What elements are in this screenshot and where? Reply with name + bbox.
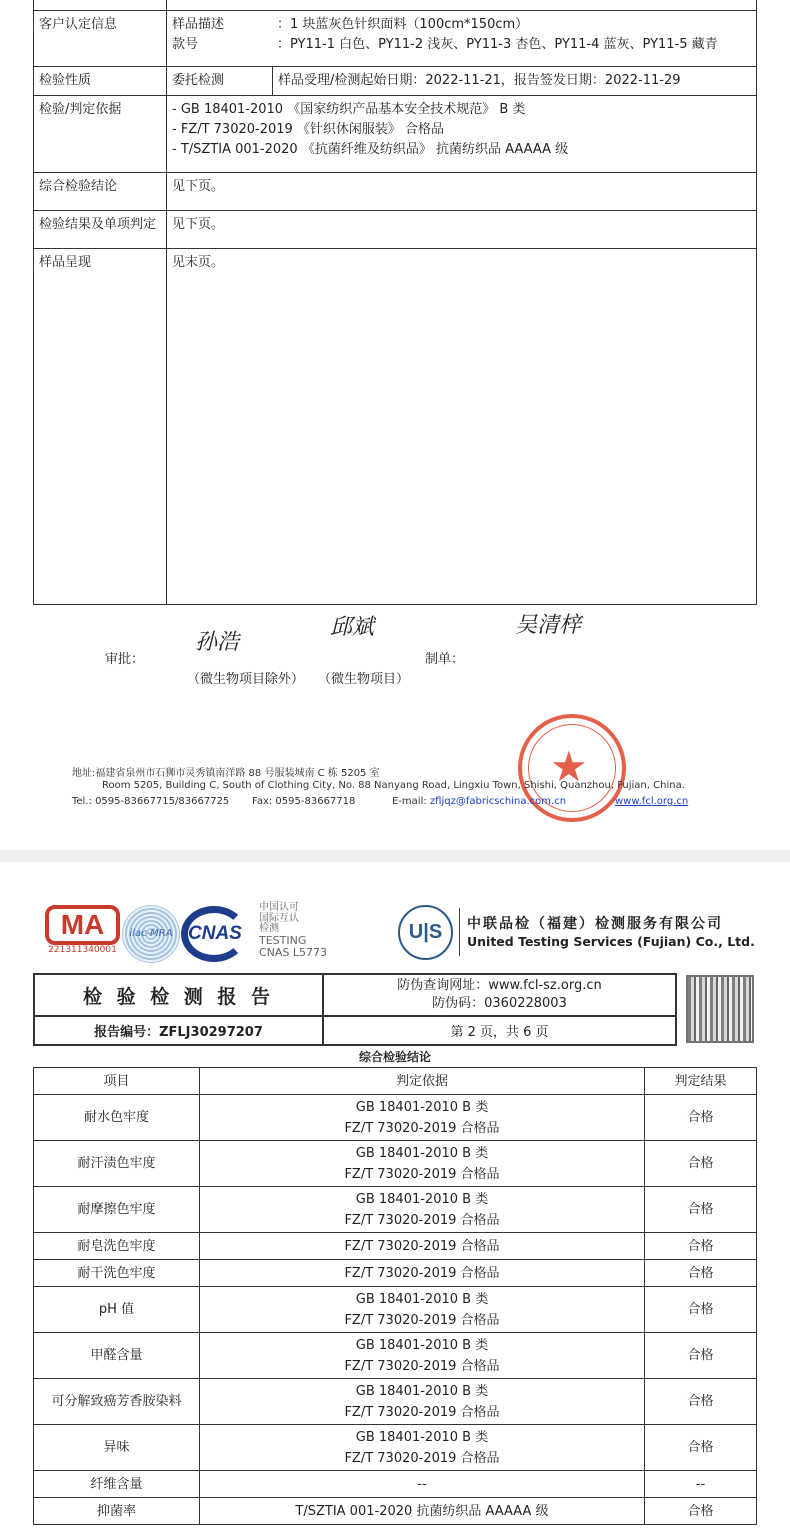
row-label: 检验性质 <box>34 67 167 96</box>
item-name: 可分解致癌芳香胺染料 <box>34 1379 200 1425</box>
signature-maker: 吴清梓 <box>515 613 582 638</box>
table-row <box>34 1333 757 1379</box>
table-row <box>34 249 757 605</box>
report-title: 检 验 检 测 报 告 <box>34 974 323 1016</box>
table-row <box>34 1425 757 1471</box>
table-row <box>34 1379 757 1425</box>
result: 合格 <box>645 1260 757 1287</box>
item-name: 耐皂洗色牢度 <box>34 1233 200 1260</box>
basis-line: FZ/T 73020-2019 合格品 <box>344 1166 500 1182</box>
basis-line: GB 18401-2010 B 类 <box>355 1337 489 1353</box>
table-row <box>34 67 757 96</box>
table-row <box>34 1471 757 1498</box>
basis-line: FZ/T 73020-2019 合格品 <box>344 1212 500 1228</box>
basis-line: FZ/T 73020-2019 合格品 <box>344 1238 500 1254</box>
cnas-logo: CNAS <box>181 906 247 962</box>
report-header-table <box>33 973 677 1046</box>
row-label: 综合检验结论 <box>34 173 167 211</box>
basis-line: FZ/T 73020-2019 合格品 <box>344 1450 500 1466</box>
basis-line: GB 18401-2010 B 类 <box>355 1145 489 1161</box>
address-en: Room 5205, Building C, South of Clothing City, No. 88 Nanyang Road, Lingxiu Town, Shishi, Quanzhou, Fujian, China. <box>102 780 685 791</box>
address-cn: 地址:福建省泉州市石狮市灵秀镇南洋路 88 号服装城南 C 栋 5205 室 <box>72 768 380 779</box>
field-label: 款号 <box>172 37 199 52</box>
result: 合格 <box>645 1425 757 1471</box>
basis <box>200 1471 645 1498</box>
column-header: 判定结果 <box>645 1068 757 1095</box>
result: -- <box>645 1471 757 1498</box>
basis <box>200 1498 645 1525</box>
item-name: 抑菌率 <box>34 1498 200 1525</box>
email-link[interactable]: zfljqz@fabricschina.com.cn <box>429 796 567 807</box>
item-name: 纤维含量 <box>34 1471 200 1498</box>
basis-line: FZ/T 73020-2019 合格品 <box>344 1120 500 1136</box>
table-row <box>34 1141 757 1187</box>
basis-line: GB 18401-2010 B 类 <box>355 1191 489 1207</box>
email-label: E-mail: <box>392 796 430 807</box>
basis-line: -- <box>417 1476 427 1492</box>
table-row <box>34 1260 757 1287</box>
basis-line: FZ/T 73020-2019 合格品 <box>344 1265 500 1281</box>
column-header: 判定依据 <box>200 1068 645 1095</box>
basis-line: GB 18401-2010 B 类 <box>355 1383 489 1399</box>
basis <box>200 1333 645 1379</box>
basis <box>200 1379 645 1425</box>
field-value: ：1 块蓝灰色针织面料（100cm*150cm） <box>277 17 529 32</box>
cma-number: 221311340001 <box>48 945 117 955</box>
result: 合格 <box>645 1187 757 1233</box>
standard-line: - GB 18401-2010 《国家纺织产品基本安全技术规范》 B 类 <box>172 102 526 117</box>
page-separator <box>0 850 790 862</box>
company-name-en: United Testing Services (Fujian) Co., Ltd. <box>467 934 755 949</box>
basis <box>200 1425 645 1471</box>
row-label: 样品呈现 <box>34 249 167 605</box>
star-icon: ★ <box>550 742 588 791</box>
item-name: 异味 <box>34 1425 200 1471</box>
basis <box>200 1287 645 1333</box>
cnas-line: 中国认可 <box>259 902 299 913</box>
basis-line: T/SZTIA 001-2020 抗菌纺织品 AAAAA 级 <box>295 1503 549 1519</box>
cnas-line: 国际互认 <box>259 912 299 924</box>
table-row <box>34 173 757 211</box>
section-title: 综合检验结论 <box>358 1050 431 1064</box>
table-row <box>34 1233 757 1260</box>
basis <box>200 1187 645 1233</box>
basis-line: FZ/T 73020-2019 合格品 <box>344 1358 500 1374</box>
item-name: pH 值 <box>34 1287 200 1333</box>
verify-code: 防伪码：0360228003 <box>432 996 567 1011</box>
verify-url: 防伪查询网址：www.fcl-sz.org.cn <box>397 978 602 993</box>
approve-label: 审批： <box>105 652 145 667</box>
conclusion-table <box>33 1067 757 1525</box>
basis-line: GB 18401-2010 B 类 <box>355 1291 489 1307</box>
row-value: 见末页。 <box>167 249 757 605</box>
inspection-type: 委托检测 <box>167 67 273 96</box>
table-row <box>34 1187 757 1233</box>
basis <box>200 1095 645 1141</box>
report-info-table <box>33 0 757 605</box>
maker-label: 制单： <box>425 652 465 667</box>
item-name: 耐干洗色牢度 <box>34 1260 200 1287</box>
cnas-line: 检测 <box>259 923 279 934</box>
report-number: 报告编号：ZFLJ30297207 <box>34 1016 323 1045</box>
table-row <box>34 211 757 249</box>
row-label: 检验/判定依据 <box>34 96 167 173</box>
item-name: 耐摩擦色牢度 <box>34 1187 200 1233</box>
table-row <box>34 96 757 173</box>
result: 合格 <box>645 1141 757 1187</box>
standard-line: - T/SZTIA 001-2020 《抗菌纤维及纺织品》 抗菌纺织品 AAAAA 级 <box>172 142 569 157</box>
tel: Tel.: 0595-83667715/83667725 <box>72 796 230 807</box>
basis-line: FZ/T 73020-2019 合格品 <box>344 1404 500 1420</box>
column-header: 项目 <box>34 1068 200 1095</box>
sign-note: （微生物项目除外） <box>187 672 305 687</box>
page-info: 第 2 页，共 6 页 <box>323 1016 676 1045</box>
website-link[interactable]: www.fcl.org.cn <box>615 796 689 807</box>
basis <box>200 1141 645 1187</box>
result: 合格 <box>645 1498 757 1525</box>
field-label: 样品描述 <box>172 17 225 32</box>
item-name: 耐水色牢度 <box>34 1095 200 1141</box>
basis-line: FZ/T 73020-2019 合格品 <box>344 1312 500 1328</box>
divider <box>459 908 460 956</box>
table-row <box>34 1287 757 1333</box>
item-name: 耐汗渍色牢度 <box>34 1141 200 1187</box>
row-value: 见下页。 <box>167 173 757 211</box>
basis <box>200 1233 645 1260</box>
cnas-text <box>259 903 327 959</box>
row-value: 见下页。 <box>167 211 757 249</box>
company-name-cn: 中联品检（福建）检测服务有限公司 <box>467 916 723 932</box>
ilac-mra-logo: ilac-MRA <box>122 905 180 963</box>
cnas-line: CNAS L5773 <box>259 945 328 959</box>
result: 合格 <box>645 1233 757 1260</box>
row-label: 客户认定信息 <box>34 11 167 67</box>
qr-code[interactable] <box>686 975 754 1043</box>
result: 合格 <box>645 1287 757 1333</box>
standard-line: - FZ/T 73020-2019 《针织休闲服装》 合格品 <box>172 122 445 137</box>
inspection-dates: 样品受理/检测起始日期：2022-11-21，报告签发日期：2022-11-29 <box>273 67 757 96</box>
result: 合格 <box>645 1095 757 1141</box>
item-name: 甲醛含量 <box>34 1333 200 1379</box>
cma-logo: MA 221311340001 <box>45 905 120 960</box>
basis-line: GB 18401-2010 B 类 <box>355 1099 489 1115</box>
row-label: 检验结果及单项判定 <box>34 211 167 249</box>
table-row <box>34 1498 757 1525</box>
sign-note: （微生物项目） <box>318 672 410 687</box>
signature-approver-2: 邱斌 <box>330 615 375 640</box>
result: 合格 <box>645 1333 757 1379</box>
field-value: ：PY11-1 白色、PY11-2 浅灰、PY11-3 杏色、PY11-4 蓝灰、PY11-5 藏青 <box>277 37 718 52</box>
cnas-line: TESTING <box>259 933 307 947</box>
uts-logo: U|S <box>398 905 453 960</box>
result: 合格 <box>645 1379 757 1425</box>
basis <box>200 1260 645 1287</box>
signature-approver-1: 孙浩 <box>195 630 240 655</box>
table-row <box>34 1095 757 1141</box>
table-row <box>34 11 757 67</box>
fax: Fax: 0595-83667718 <box>252 796 356 807</box>
basis-line: GB 18401-2010 B 类 <box>355 1429 489 1445</box>
